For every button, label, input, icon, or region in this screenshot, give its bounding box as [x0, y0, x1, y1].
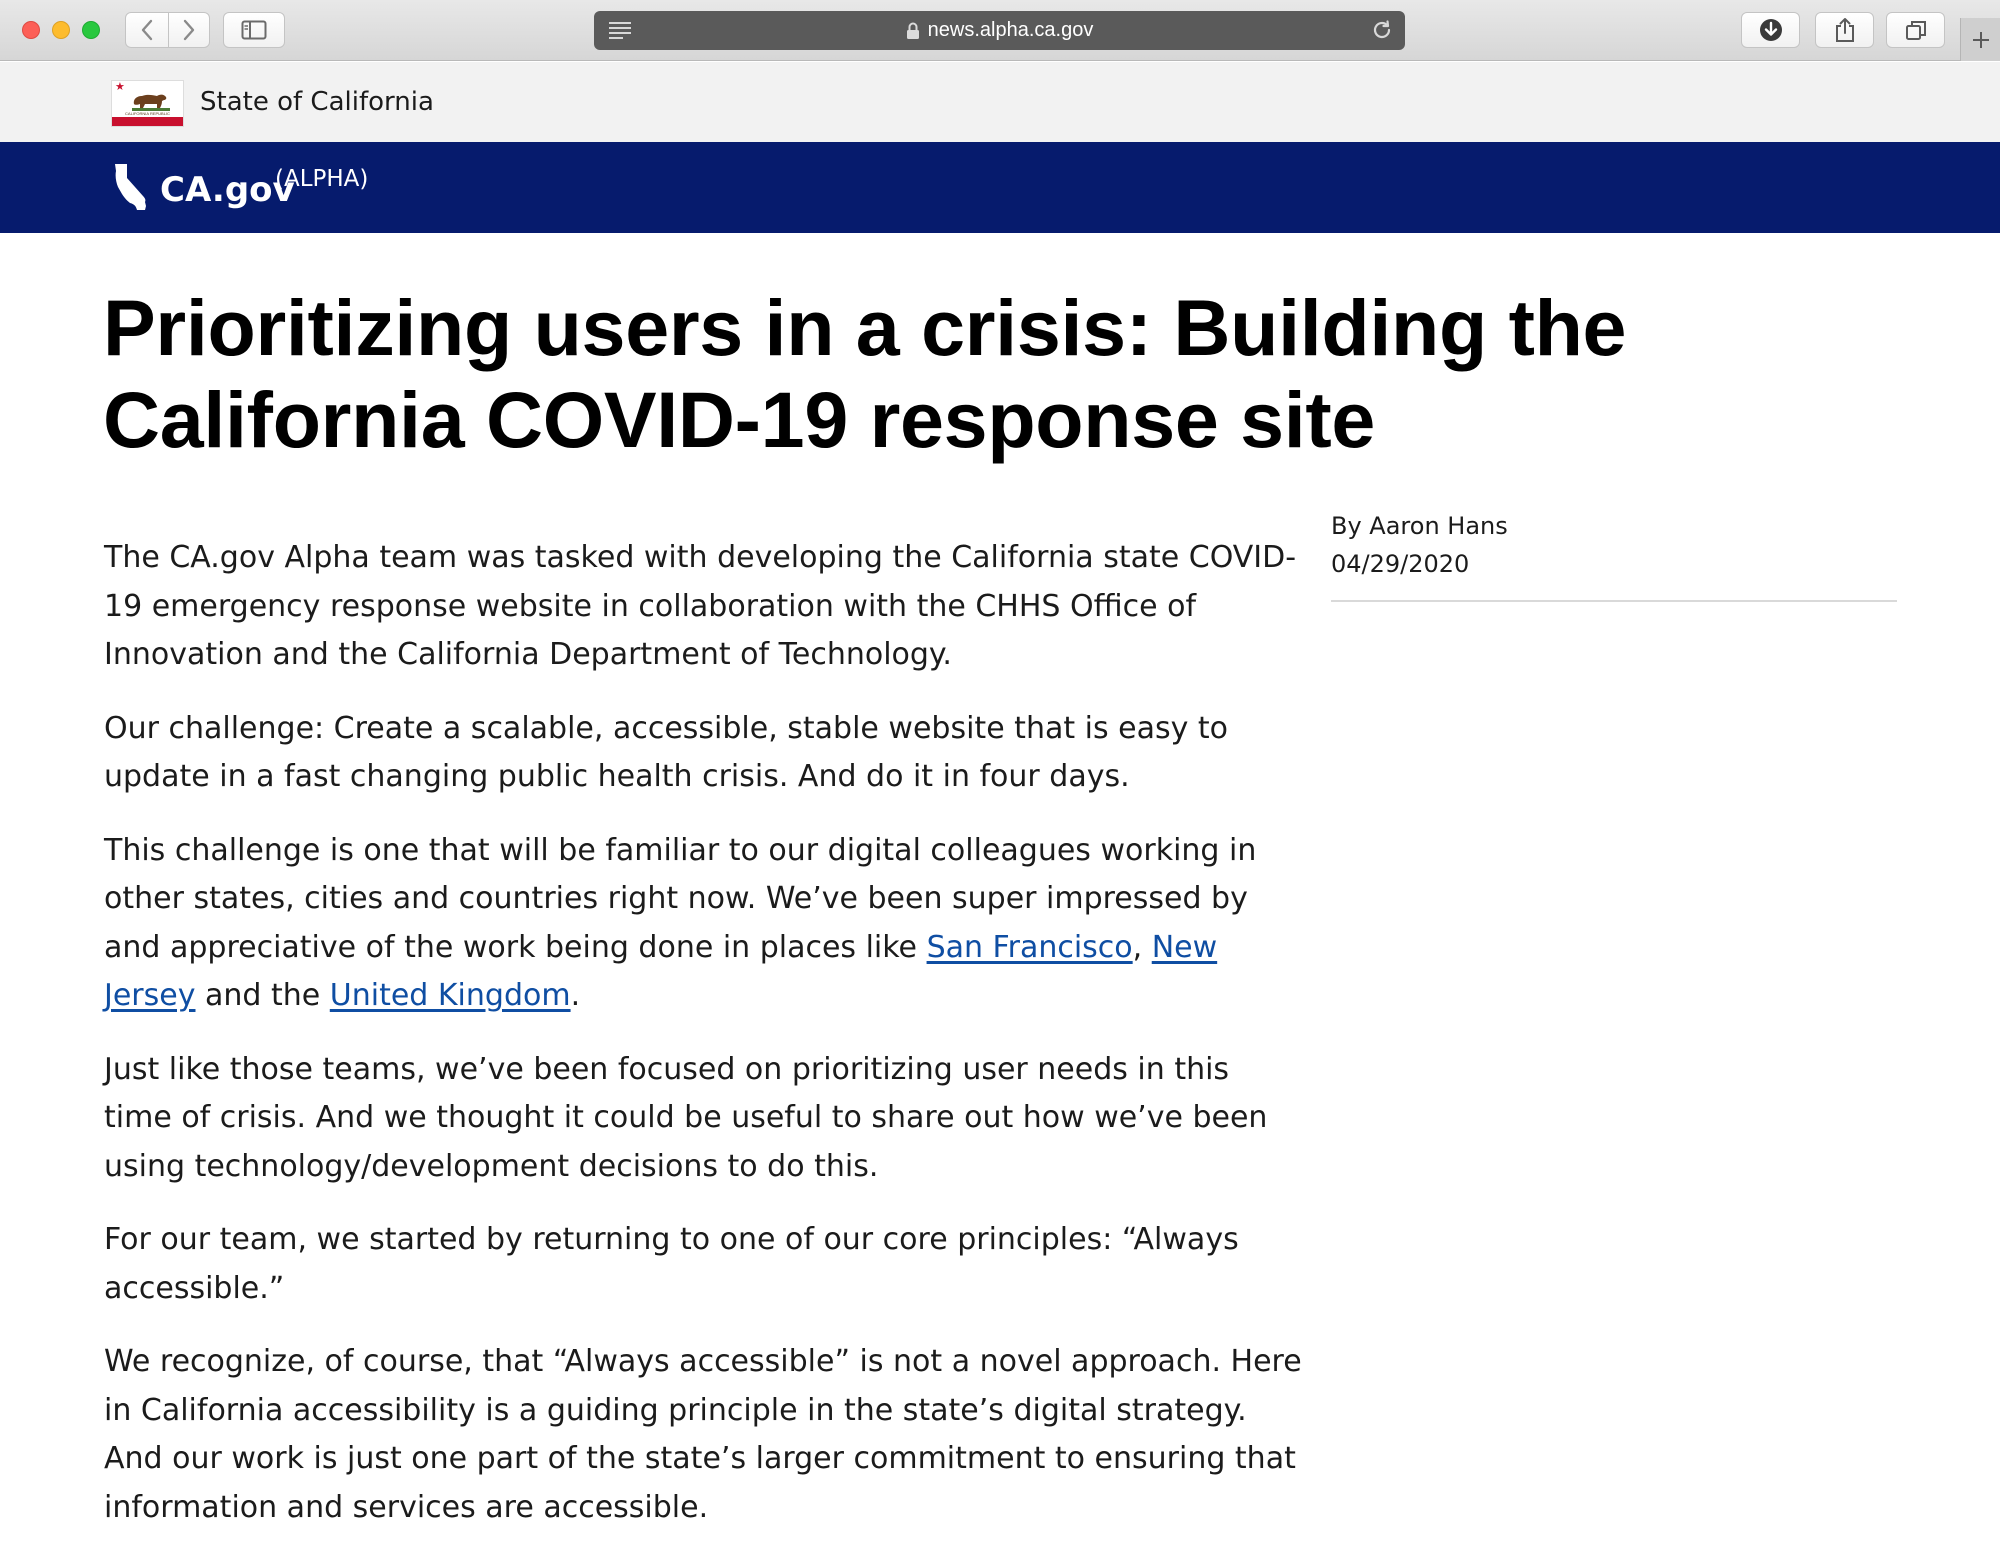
- article-body: [104, 534, 1304, 1557]
- byline-divider: [1331, 600, 1897, 602]
- state-name[interactable]: State of California: [200, 87, 434, 117]
- back-icon: [140, 19, 154, 41]
- paragraph-5: For our team, we started by returning to one of our core principles: “Always accessible.”: [104, 1222, 1239, 1306]
- share-button[interactable]: [1815, 12, 1874, 48]
- flag-red-stripe: [112, 117, 183, 126]
- download-icon: [1759, 18, 1783, 42]
- author: By Aaron Hans: [1331, 512, 1508, 540]
- bear-icon: [131, 90, 169, 110]
- publish-date: 04/29/2020: [1331, 550, 1470, 578]
- tabs-icon: [1905, 19, 1927, 41]
- close-window-button[interactable]: [22, 21, 40, 39]
- minimize-window-button[interactable]: [52, 21, 70, 39]
- url-text: news.alpha.ca.gov: [927, 19, 1094, 41]
- lock-icon: [906, 22, 920, 40]
- plus-icon: [1971, 30, 1991, 50]
- sidebar-button[interactable]: [223, 12, 285, 48]
- address-bar[interactable]: [594, 11, 1405, 50]
- utility-header: [0, 62, 2000, 142]
- brand-name[interactable]: CA.gov: [160, 170, 295, 210]
- paragraph-4: Just like those teams, we’ve been focused on prioritizing user needs in this time of crisis. And we thought it could be useful to share out how we’ve been using technology/development decisions to do this.: [104, 1051, 1268, 1184]
- back-button[interactable]: [126, 13, 168, 47]
- article-byline: [1331, 507, 1897, 583]
- browser-toolbar: [0, 0, 2000, 61]
- downloads-button[interactable]: [1741, 12, 1800, 48]
- article-title: Prioritizing users in a crisis: Building the California COVID-19 response site: [103, 283, 1627, 464]
- zoom-window-button[interactable]: [82, 21, 100, 39]
- flag-inscription: CALIFORNIA REPUBLIC: [125, 111, 170, 116]
- new-tab-button[interactable]: [1960, 18, 2000, 61]
- reload-icon[interactable]: [1371, 19, 1393, 41]
- brand-alpha-tag: (ALPHA): [275, 166, 369, 192]
- show-tabs-button[interactable]: [1886, 12, 1945, 48]
- paragraph-3: [104, 827, 1304, 1021]
- reader-icon[interactable]: [608, 21, 632, 39]
- paragraph-3-mid: and the: [195, 978, 330, 1013]
- forward-button[interactable]: [168, 13, 210, 47]
- forward-icon: [182, 19, 196, 41]
- paragraph-1: The CA.gov Alpha team was tasked with developing the California state COVID-19 emergency response website in collaboration with the CHHS Office of Innovation and the California Department of Technology.: [104, 540, 1297, 672]
- new-jersey-link[interactable]: New Jersey: [104, 929, 1218, 1013]
- separator: ,: [1132, 929, 1152, 965]
- paragraph-6: We recognize, of course, that “Always accessible” is not a novel approach. Here in California accessibility is a guiding principle in the state’s digital strategy. And our work is just one part of the state’s larger commitment to ensuring that information and services are accessible.: [104, 1344, 1302, 1525]
- california-icon: [112, 162, 152, 212]
- brand-header: [0, 142, 2000, 233]
- california-flag-logo[interactable]: [111, 80, 184, 127]
- san-francisco-link[interactable]: San Francisco: [926, 929, 1133, 965]
- flag-star-icon: ★: [115, 81, 125, 93]
- paragraph-3-text: This challenge is one that will be familiar to our digital colleagues working in other states, cities and countries right now. We’ve been super impressed by and appreciative of the work being done in places like: [104, 832, 1257, 965]
- paragraph-2: Our challenge: Create a scalable, accessible, stable website that is easy to update in a fast changing public health crisis. And do it in four days.: [104, 710, 1229, 794]
- share-icon: [1834, 17, 1856, 43]
- paragraph-3-end: .: [570, 978, 581, 1013]
- sidebar-icon: [241, 20, 267, 40]
- united-kingdom-link[interactable]: United Kingdom: [329, 978, 571, 1013]
- navigation-buttons: [125, 12, 210, 48]
